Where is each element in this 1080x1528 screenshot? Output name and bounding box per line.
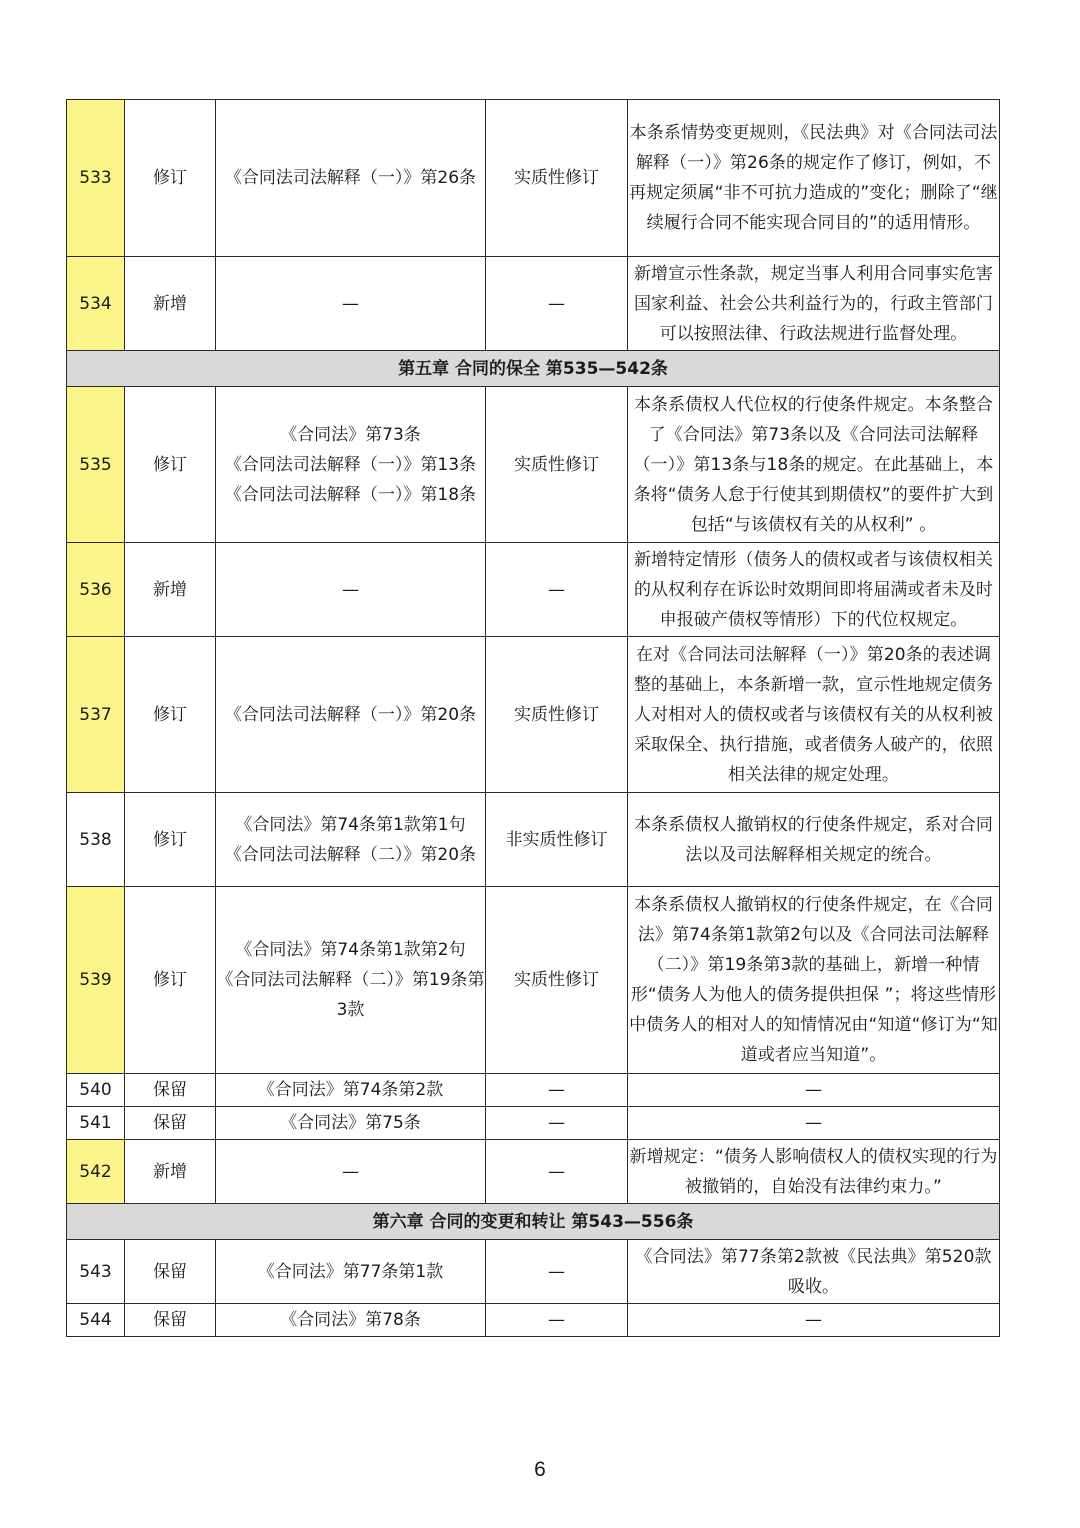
- article-row-533: [67, 100, 1000, 257]
- article-row-535: [67, 387, 1000, 543]
- source-line: —: [342, 579, 359, 600]
- revision-nature: —: [486, 257, 628, 351]
- article-row-543: [67, 1240, 1000, 1304]
- revision-nature: 实质性修订: [486, 887, 628, 1074]
- article-number: 534: [67, 257, 125, 351]
- source-line: —: [342, 1161, 359, 1182]
- article-number: 544: [67, 1304, 125, 1337]
- article-number: 533: [67, 100, 125, 257]
- revision-nature: 实质性修订: [486, 100, 628, 257]
- source-provisions: [216, 543, 486, 637]
- remark: 新增宣示性条款，规定当事人利用合同事实危害国家利益、社会公共利益行为的，行政主管部门可以按照法律、行政法规进行监督处理。: [628, 257, 1000, 351]
- source-line: 《合同法》第75条: [280, 1113, 421, 1133]
- revision-nature: 实质性修订: [486, 387, 628, 543]
- remark: —: [628, 1304, 1000, 1337]
- revision-type: 保留: [125, 1240, 216, 1304]
- source-line: 《合同法司法解释（一）》第18条: [224, 484, 477, 505]
- revision-type: 新增: [125, 257, 216, 351]
- article-row-534: [67, 257, 1000, 351]
- article-row-542: [67, 1140, 1000, 1204]
- revision-type: 保留: [125, 1304, 216, 1337]
- source-line: 《合同法》第78条: [280, 1310, 421, 1330]
- revision-nature: —: [486, 1304, 628, 1337]
- source-provisions: [216, 887, 486, 1074]
- source-line: 《合同法司法解释（二）》第20条: [224, 844, 477, 865]
- revision-nature: 非实质性修订: [486, 793, 628, 887]
- remark: 《合同法》第77条第2款被《民法典》第520款吸收。: [628, 1240, 1000, 1304]
- article-number: 539: [67, 887, 125, 1074]
- revision-type: 新增: [125, 543, 216, 637]
- article-row-544: [67, 1304, 1000, 1337]
- remark: —: [628, 1074, 1000, 1107]
- revision-nature: —: [486, 1074, 628, 1107]
- remark: 本条系债权人代位权的行使条件规定。本条整合了《合同法》第73条以及《合同法司法解释（一）》第13条与18条的规定。在此基础上，本条将“债务人怠于行使其到期债权”的要件扩大到包括“与该债权有关的从权利” 。: [628, 387, 1000, 543]
- remark: 本条系情势变更规则，《民法典》对《合同法司法解释（一）》第26条的规定作了修订，例如，不再规定须属“非不可抗力造成的”变化；删除了“继续履行合同不能实现合同目的”的适用情形。: [628, 100, 1000, 257]
- source-line: 《合同法》第74条第2款: [257, 1080, 444, 1100]
- revision-nature: —: [486, 1240, 628, 1304]
- source-line: 《合同法司法解释（一）》第26条: [224, 168, 477, 188]
- revision-type: 修订: [125, 387, 216, 543]
- revision-type: 修订: [125, 887, 216, 1074]
- remark: —: [628, 1107, 1000, 1140]
- chapter-title: 第六章 合同的变更和转让 第543—556条: [67, 1204, 1000, 1240]
- source-line: 《合同法司法解释（一）》第13条: [224, 454, 477, 475]
- article-row-536: [67, 543, 1000, 637]
- revision-type: 保留: [125, 1074, 216, 1107]
- source-provisions: [216, 1074, 486, 1107]
- revision-type: 修订: [125, 100, 216, 257]
- chapter-heading-row: [67, 351, 1000, 387]
- source-provisions: [216, 1304, 486, 1337]
- revision-type: 保留: [125, 1107, 216, 1140]
- remark: 本条系债权人撤销权的行使条件规定，系对合同法以及司法解释相关规定的统合。: [628, 793, 1000, 887]
- article-row-537: [67, 637, 1000, 793]
- article-number: 541: [67, 1107, 125, 1140]
- page-number: 6: [534, 1458, 546, 1481]
- article-row-539: [67, 887, 1000, 1074]
- source-provisions: [216, 1140, 486, 1204]
- article-number: 535: [67, 387, 125, 543]
- remark: 本条系债权人撤销权的行使条件规定，在《合同法》第74条第1款第2句以及《合同法司法解释（二）》第19条第3款的基础上，新增一种情形“债务人为他人的债务提供担保 ”；将这些情形中债务人的相对人的知情情况由“知道“修订为“知道或者应当知道”。: [628, 887, 1000, 1074]
- source-line: —: [342, 293, 359, 314]
- source-line: 《合同法》第73条: [280, 424, 421, 445]
- source-line: 《合同法司法解释（二）》第19条第3款: [216, 970, 485, 1020]
- source-line: 《合同法司法解释（一）》第20条: [224, 704, 477, 725]
- article-row-541: [67, 1107, 1000, 1140]
- source-line: 《合同法》第74条第1款第1句: [235, 814, 466, 835]
- source-provisions: [216, 387, 486, 543]
- article-number: 536: [67, 543, 125, 637]
- article-number: 540: [67, 1074, 125, 1107]
- article-row-540: [67, 1074, 1000, 1107]
- remark: 在对《合同法司法解释（一）》第20条的表述调整的基础上，本条新增一款，宣示性地规定债务人对相对人的债权或者与该债权有关的从权利被采取保全、执行措施，或者债务人破产的，依照相关法律的规定处理。: [628, 637, 1000, 793]
- revision-type: 新增: [125, 1140, 216, 1204]
- remark: 新增特定情形（债务人的债权或者与该债权相关的从权利存在诉讼时效期间即将届满或者未及时申报破产债权等情形）下的代位权规定。: [628, 543, 1000, 637]
- revision-nature: —: [486, 543, 628, 637]
- source-provisions: [216, 793, 486, 887]
- revision-type: 修订: [125, 793, 216, 887]
- article-number: 538: [67, 793, 125, 887]
- source-provisions: [216, 1107, 486, 1140]
- revision-nature: 实质性修订: [486, 637, 628, 793]
- article-number: 542: [67, 1140, 125, 1204]
- chapter-title: 第五章 合同的保全 第535—542条: [67, 351, 1000, 387]
- article-number: 543: [67, 1240, 125, 1304]
- revision-nature: —: [486, 1107, 628, 1140]
- chapter-heading-row: [67, 1204, 1000, 1240]
- source-line: 《合同法》第74条第1款第2句: [235, 940, 466, 960]
- article-row-538: [67, 793, 1000, 887]
- article-number: 537: [67, 637, 125, 793]
- remark: 新增规定：“债务人影响债权人的债权实现的行为被撤销的，自始没有法律约束力。”: [628, 1140, 1000, 1204]
- source-provisions: [216, 637, 486, 793]
- comparison-table: [66, 99, 1000, 1337]
- revision-nature: —: [486, 1140, 628, 1204]
- source-provisions: [216, 257, 486, 351]
- source-provisions: [216, 100, 486, 257]
- source-provisions: [216, 1240, 486, 1304]
- revision-type: 修订: [125, 637, 216, 793]
- source-line: 《合同法》第77条第1款: [257, 1261, 444, 1282]
